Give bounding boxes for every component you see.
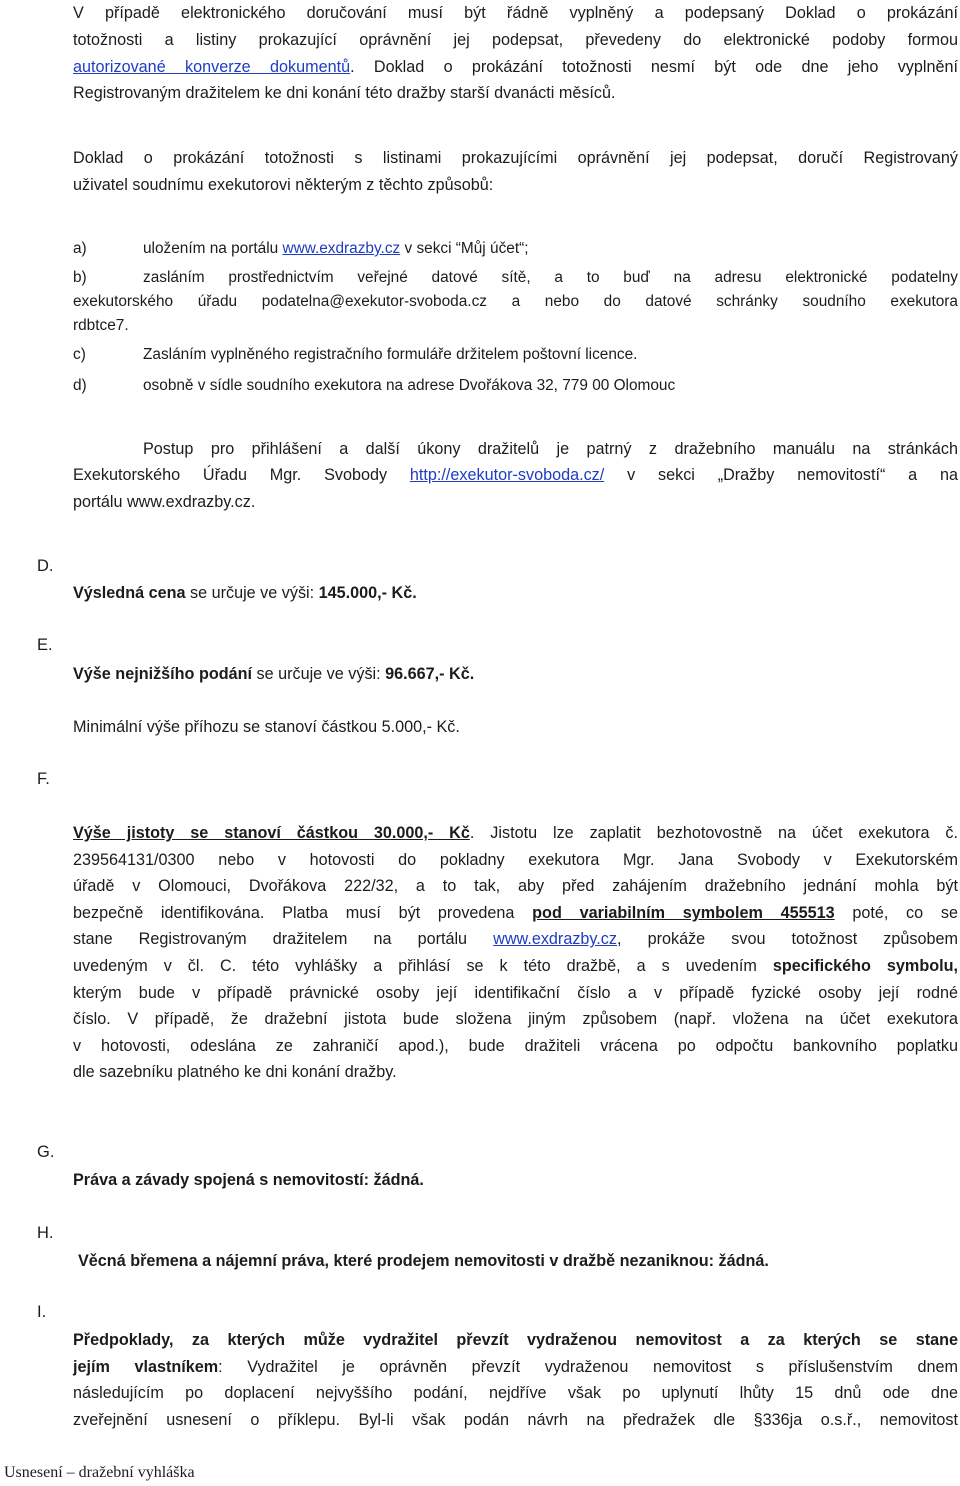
intro-line-1: V případě elektronického doručování musí být řádně vyplněný a podepsaný Doklad o prokázání [73, 4, 958, 22]
section-g-text: Práva a závady spojená s nemovitostí: žádná. [73, 1171, 424, 1189]
conversion-link[interactable]: autorizované konverze dokumentů [73, 58, 351, 76]
section-i-line-2: jejím vlastníkem: Vydražitel je oprávněn převzít vydraženou nemovitost s příslušenstvím dnem [73, 1357, 958, 1376]
section-f-line-2: 239564131/0300 nebo v hotovosti do pokladny exekutora Mgr. Jana Svobody v Exekutorském [73, 850, 958, 869]
section-f-label: F. [37, 770, 50, 788]
section-g-label: G. [37, 1143, 55, 1161]
option-b-line-1: b) zasláním prostřednictvím veřejné datové sítě, a to buď na adresu elektronické podatelny [73, 269, 958, 286]
option-b-line-2: exekutorského úřadu podatelna@exekutor-svoboda.cz a nebo do datové schránky soudního exekutora [73, 293, 958, 310]
section-f-line-9: v hotovosti, odeslána ze zahraničí apod.), bude dražiteli vrácena po odpočtu bankovního poplatku [73, 1036, 958, 1055]
section-e-text: Výše nejnižšího podání se určuje ve výši: 96.667,- Kč. [73, 665, 475, 683]
section-i-line-3: následujícím po doplacení nejvyššího podání, nejdříve však po uplynutí lhůty 15 dnů ode dne [73, 1384, 958, 1403]
section-f-line-3: úřadě v Olomouci, Dvořákova 222/32, a to tak, aby před zahájením dražebního jednání mohla být [73, 877, 958, 896]
section-i-line-1: Předpoklady, za kterých může vydražitel převzít vydraženou nemovitost a za kterých se stane [73, 1331, 958, 1349]
exdrazby-link[interactable]: www.exdrazby.cz [282, 240, 401, 257]
section-e-min-bid: Minimální výše příhozu se stanoví částkou 5.000,- Kč. [73, 718, 460, 736]
section-d-label: D. [37, 557, 54, 575]
section-e-label: E. [37, 636, 53, 654]
option-a: a) uložením na portálu www.exdrazby.cz v sekci “Můj účet“; [73, 240, 529, 257]
section-f-line-7: kterým bude v případě právnické osoby její identifikační číslo a v případě fyzické osoby její rodné [73, 983, 958, 1002]
option-b-line-3: rdbtce7. [73, 317, 129, 334]
section-f-line-10: dle sazebníku platného ke dni konání dražby. [73, 1063, 397, 1082]
manual-line-3: portálu www.exdrazby.cz. [73, 493, 256, 511]
section-d-text: Výsledná cena se určuje ve výši: 145.000,- Kč. [73, 584, 417, 602]
section-h-text: Věcná břemena a nájemní práva, které prodejem nemovitosti v dražbě nezaniknou: žádná. [78, 1252, 769, 1270]
intro-line-4: Registrovaným dražitelem ke dni konání této dražby starší dvanácti měsíců. [73, 84, 616, 102]
manual-line-2: Exekutorského Úřadu Mgr. Svobody http://exekutor-svoboda.cz/ v sekci „Dražby nemovitostí“ a na [73, 466, 958, 484]
exdrazby-link-2[interactable]: www.exdrazby.cz [493, 930, 617, 949]
section-h-label: H. [37, 1224, 54, 1242]
intro-line-3: autorizované konverze dokumentů. Doklad o prokázání totožnosti nesmí být ode dne jeho vyplnění [73, 58, 958, 76]
section-f-body [73, 820, 958, 1086]
section-f-line-6: uvedeným v čl. C. této vyhlášky a přihlásí se k této dražbě, a s uvedením specifického symbolu, [73, 956, 958, 975]
page-footer: Usnesení – dražební vyhláška [4, 1464, 195, 1481]
section-f-line-5: stane Registrovaným dražitelem na portálu www.exdrazby.cz, prokáže svou totožnost způsobem [73, 930, 958, 949]
section-f-line-8: číslo. V případě, že dražební jistota bude složena jiným způsobem (např. vložena na účet exekutora [73, 1010, 958, 1029]
delivery-line-1: Doklad o prokázání totožnosti s listinami prokazujícími oprávnění jej podepsat, doručí Registrovaný [73, 149, 958, 167]
section-i-label: I. [37, 1303, 47, 1321]
section-i-body [73, 1327, 958, 1433]
option-d: d) osobně v sídle soudního exekutora na adrese Dvořákova 32, 779 00 Olomouc [73, 377, 676, 394]
section-f-line-1: Výše jistoty se stanoví částkou 30.000,- Kč. Jistotu lze zaplatit bezhotovostně na účet exekutora č. [73, 824, 959, 842]
exekutor-svoboda-link[interactable]: http://exekutor-svoboda.cz/ [409, 466, 605, 484]
manual-line-1: Postup pro přihlášení a další úkony dražitelů je patrný z dražebního manuálu na stránkách [143, 440, 958, 458]
delivery-line-2: uživatel soudnímu exekutorovi některým z těchto způsobů: [73, 176, 494, 194]
section-f-line-4: bezpečně identifikována. Platba musí být provedena pod variabilním symbolem 455513 poté, co se [73, 903, 958, 922]
intro-line-2: totožnosti a listiny prokazující oprávnění jej podepsat, převedeny do elektronické podoby formou [73, 31, 958, 49]
option-c: c) Zasláním vyplněného registračního formuláře držitelem poštovní licence. [73, 346, 638, 363]
section-i-line-4: zveřejnění usnesení o příklepu. Byl-li však podán návrh na předražek dle §336ja o.s.ř., nemovitost [73, 1410, 958, 1429]
